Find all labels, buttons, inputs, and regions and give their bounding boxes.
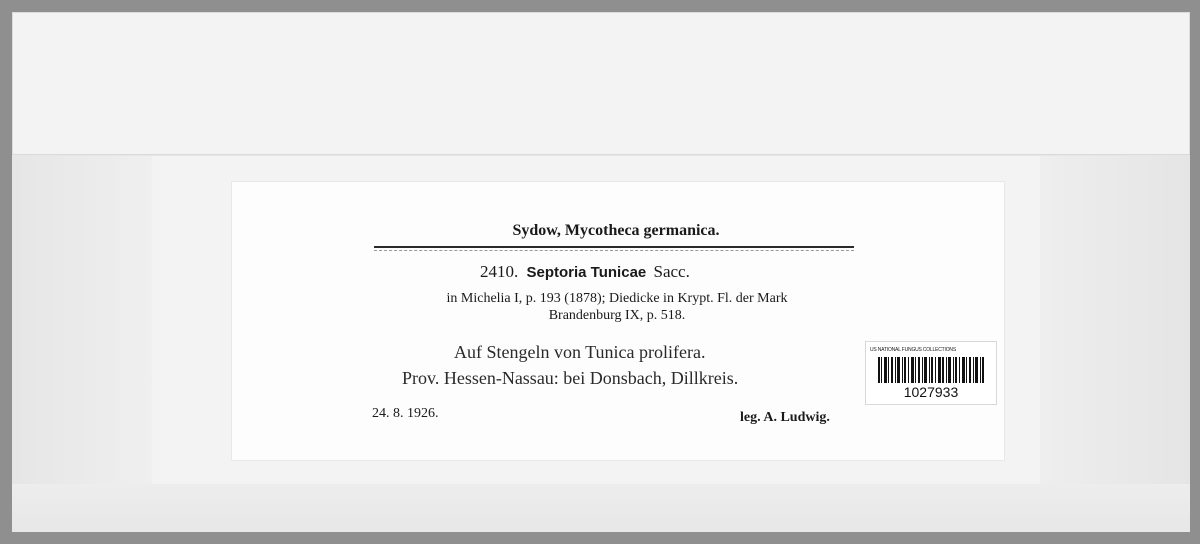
title-rule (374, 246, 854, 248)
barcode-header: US NATIONAL FUNGUS COLLECTIONS (870, 347, 956, 353)
title-rule-secondary (374, 250, 854, 251)
species-line (480, 262, 690, 282)
right-flap (1040, 156, 1190, 486)
collector: leg. A. Ludwig. (740, 410, 830, 425)
exsiccata-number: 2410. (480, 262, 519, 281)
citation-line-2: Brandenburg IX, p. 518. (548, 308, 686, 323)
species-name: Septoria Tunicae (526, 264, 647, 281)
bottom-flap (12, 484, 1190, 532)
collection-date: 24. 8. 1926. (372, 406, 439, 421)
host-text: Auf Stengeln von Tunica prolifera. (454, 342, 706, 362)
series-title: Sydow, Mycotheca germanica. (512, 222, 720, 239)
flap-edge (12, 154, 1190, 156)
barcode-number: 1027933 (903, 384, 959, 400)
left-flap (12, 156, 152, 486)
barcode-icon (878, 357, 984, 383)
species-author: Sacc. (653, 262, 690, 281)
barcode-label (866, 342, 996, 404)
citation-line-1: in Michelia I, p. 193 (1878); Diedicke in Krypt. Fl. der Mark (446, 291, 788, 306)
specimen-label (232, 182, 1004, 460)
citation (372, 290, 862, 324)
locality-text: Prov. Hessen-Nassau: bei Donsbach, Dillkreis. (402, 368, 739, 388)
